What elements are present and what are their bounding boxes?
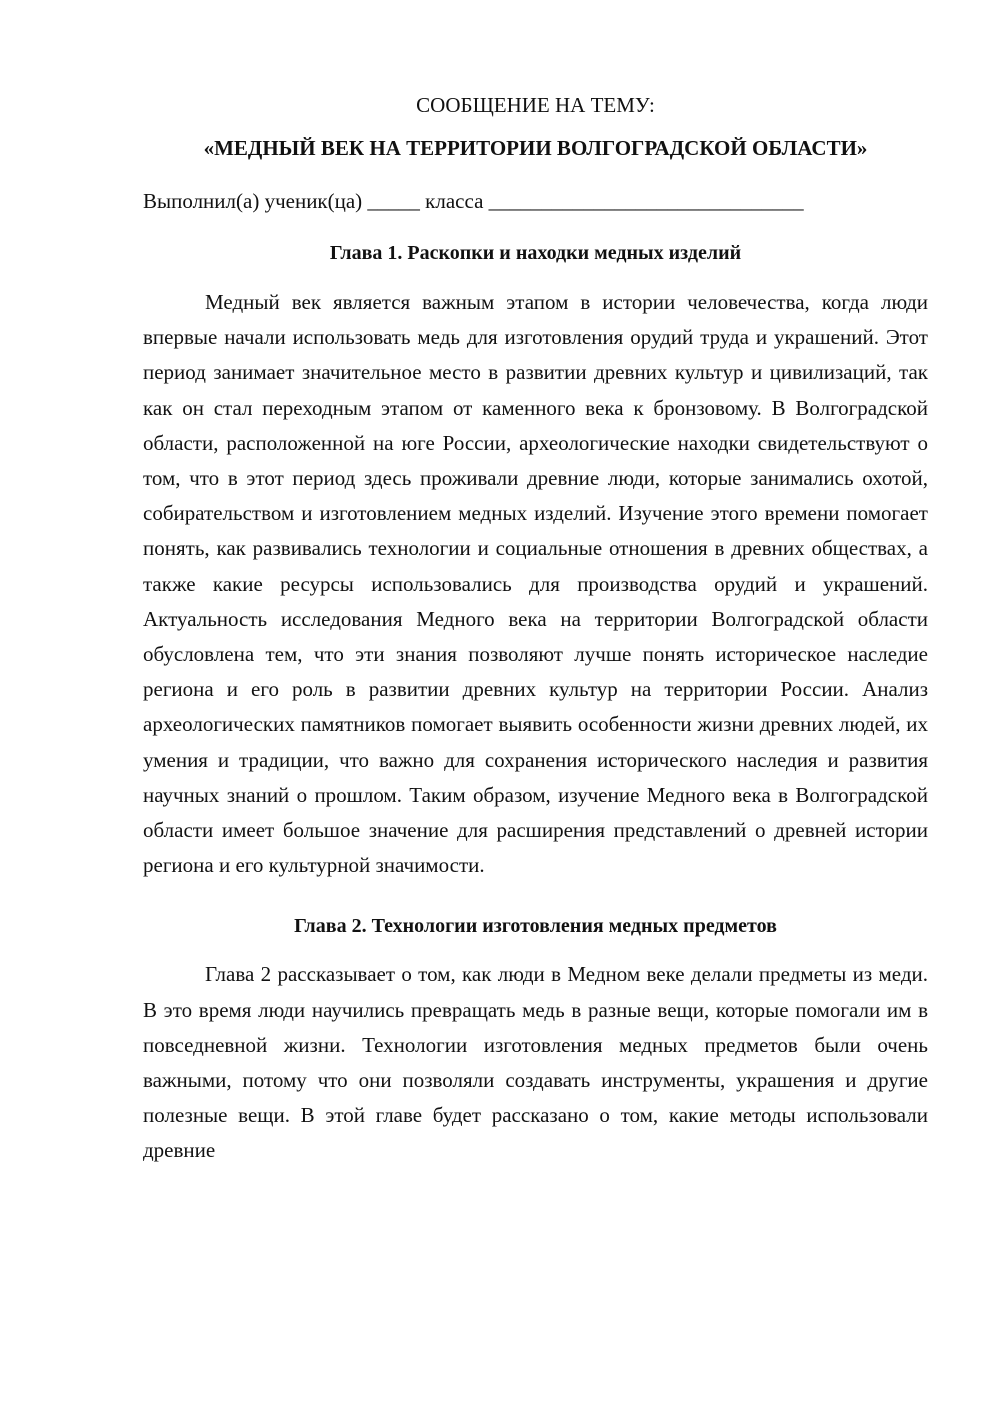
chapter-2-heading: Глава 2. Технологии изготовления медных предметов <box>294 915 777 938</box>
chapter-1-heading: Глава 1. Раскопки и находки медных изделий <box>329 242 742 264</box>
author-line: Выполнил(а) ученик(ца) _____ класса ______________________________ <box>143 189 804 213</box>
document-title-line-1: СООБЩЕНИЕ НА ТЕМУ: <box>416 93 655 117</box>
document-title-topic: «МЕДНЫЙ ВЕК НА ТЕРРИТОРИИ ВОЛГОГРАДСКОЙ ОБЛАСТИ» <box>203 136 868 160</box>
document-page <box>143 88 928 1169</box>
chapter-1-paragraph: Медный век является важным этапом в истории человечества, когда люди впервые начали использовать медь для изготовления орудий труда и украшений. Этот период занимает значительное место в развитии древних культур и цивилизаций, так как он стал переходным этапом от каменного века к бронзовому. В Волгоградской области, расположенной на юге России, археологические находки свидетельствуют о том, что в этот период здесь проживали древние люди, которые занимались охотой, собирательством и изготовлением медных изделий. Изучение этого времени помогает понять, как развивались технологии и социальные отношения в древних обществах, а также какие ресурсы использовались для производства орудий и украшений. Актуальность исследования Медного века на территории Волгоградской области обусловлена тем, что эти знания позволяют лучше понять историческое наследие региона и его роль в развитии древних культур на территории России. Анализ археологических памятников помогает выявить особенности жизни древних людей, их умения и традиции, что важно для сохранения исторического наследия и развития научных знаний о прошлом. Таким образом, изучение Медного века в Волгоградской области имеет большое значение для расширения представлений о древней истории региона и его культурной значимости. <box>143 290 928 878</box>
chapter-2-paragraph: Глава 2 рассказывает о том, как люди в Медном веке делали предметы из меди. В это время люди научились превращать медь в разные вещи, которые помогали им в повседневной жизни. Технологии изготовления медных предметов были очень важными, потому что они позволяли создавать инструменты, украшения и другие полезные вещи. В этой главе будет рассказано о том, какие методы использовали древние <box>143 962 928 1163</box>
